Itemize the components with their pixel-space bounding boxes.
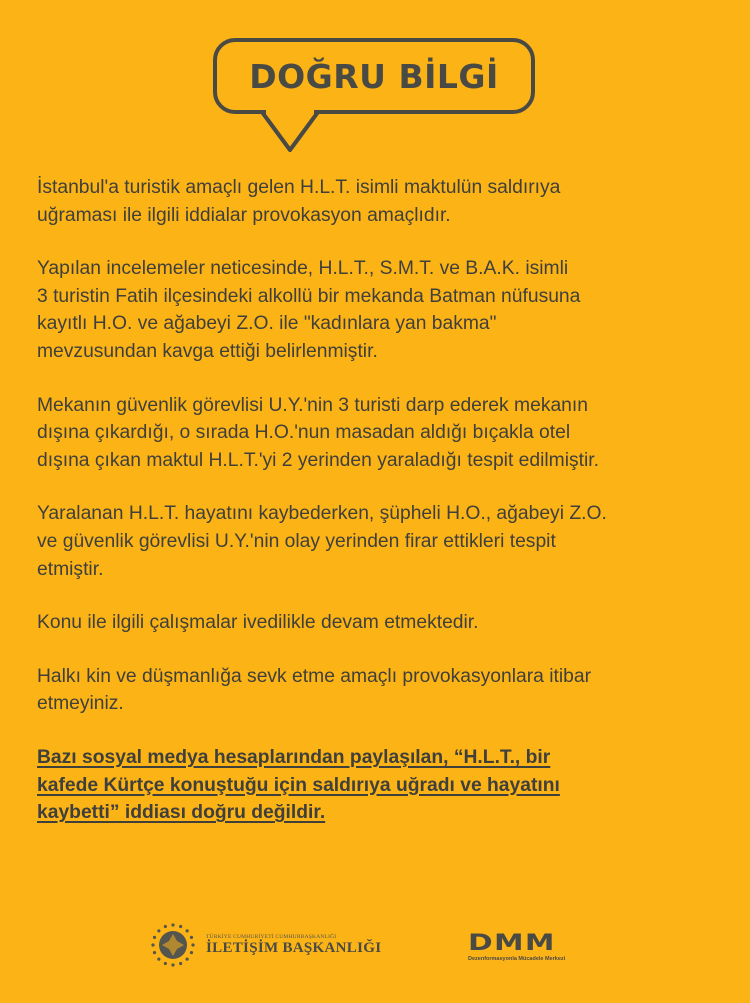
text-line: kaybetti” iddiası doğru değildir. [37, 802, 326, 824]
paragraph [37, 609, 727, 637]
logo-subtitle: TÜRKİYE CUMHURİYETİ CUMHURBAŞKANLIĞI [206, 933, 337, 940]
dmm-logo [468, 931, 566, 962]
text-line: uğraması ile ilgili iddialar provokasyon amaçlıdır. [37, 204, 451, 226]
paragraph [37, 392, 727, 475]
page-title: DOĞRU BİLGİ [249, 56, 499, 96]
text-line: Konu ile ilgili çalışmalar ivedilikle devam etmektedir. [37, 612, 479, 634]
text-line: etmeyiniz. [37, 693, 124, 715]
text-line: ve güvenlik görevlisi U.Y.'nin olay yerinden firar ettikleri tespit [37, 530, 556, 552]
text-line: kayıtlı H.O. ve ağabeyi Z.O. ile "kadınlara yan bakma" [37, 313, 497, 335]
logo-name: İLETİŞİM BAŞKANLIĞI [206, 939, 382, 956]
text-line: 3 turistin Fatih ilçesindeki alkollü bir mekanda Batman nüfusuna [37, 285, 581, 307]
text-line: Halkı kin ve düşmanlığa sevk etme amaçlı provokasyonlara itibar [37, 665, 592, 687]
article-body [37, 174, 727, 853]
text-line: dışına çıkan maktul H.L.T.'yi 2 yerinden yaraladığı tespit edilmiştir. [37, 449, 600, 471]
text-line: İstanbul'a turistik amaçlı gelen H.L.T. isimli maktulün saldırıya [37, 177, 561, 198]
paragraph [37, 663, 727, 718]
paragraph [37, 255, 727, 365]
text-line: mevzusundan kavga ettiği belirlenmiştir. [37, 340, 378, 362]
paragraph [37, 500, 727, 583]
text-line: Yapılan incelemeler neticesinde, H.L.T., S.M.T. ve B.A.K. isimli [37, 258, 569, 280]
text-line: Mekanın güvenlik görevlisi U.Y.'nin 3 turisti darp ederek mekanın [37, 394, 588, 416]
iletisim-baskanligi-logo [150, 922, 381, 968]
text-line: dışına çıkardığı, o sırada H.O.'nun masadan aldığı bıçakla otel [37, 422, 571, 444]
dmm-logo-subtitle: Dezenformasyonla Mücadele Merkezi [468, 956, 566, 962]
text-line: Yaralanan H.L.T. hayatını kaybederken, şüpheli H.O., ağabeyi Z.O. [37, 503, 607, 525]
dmm-logo-name: DMM [468, 931, 556, 956]
text-line: Bazı sosyal medya hesaplarından paylaşılan, “H.L.T., bir [37, 746, 551, 768]
text-line: etmiştir. [37, 558, 104, 580]
emblem-icon [150, 922, 196, 968]
paragraph [37, 174, 727, 229]
highlight-statement [37, 744, 727, 827]
text-line: kafede Kürtçe konuştuğu için saldırıya uğradı ve hayatını [37, 774, 560, 796]
